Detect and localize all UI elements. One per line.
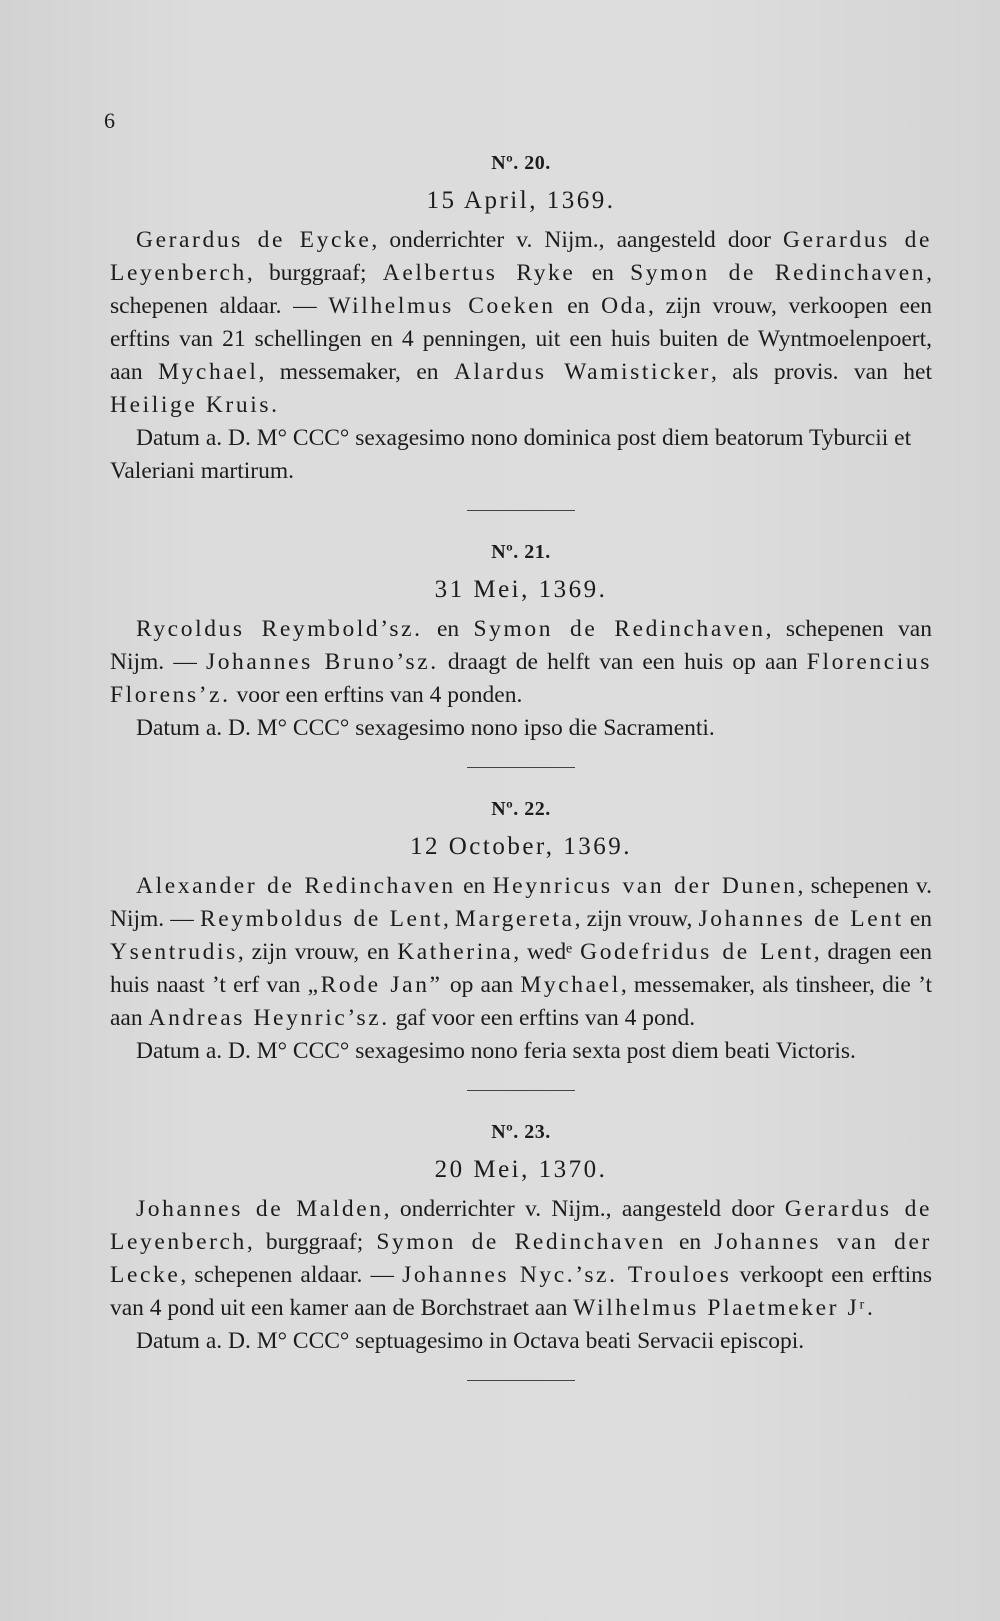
body-text: , messemaker, als tinsheer, die ’t aan — [110, 972, 933, 1031]
body-text: . — [271, 392, 277, 418]
person-name: Gerardus de Leyenberch — [110, 1196, 932, 1255]
entry-body — [110, 870, 932, 1035]
page-number: 6 — [104, 108, 115, 133]
body-text: en — [665, 1229, 715, 1255]
person-name: Alexander de Redinchaven — [136, 873, 456, 899]
page-content — [110, 150, 932, 1409]
body-text: , schepenen aldaar. — — [110, 260, 932, 319]
person-name: Symon de Redinchaven — [630, 260, 927, 286]
body-text: , messemaker, en — [258, 359, 454, 385]
body-text: , burggraaf; — [246, 1229, 377, 1255]
body-text: , — [443, 906, 456, 932]
person-name: Andreas Heynric’sz. — [148, 1005, 390, 1031]
body-text: en — [422, 616, 474, 642]
body-text: , zijn vrouw, verkoopen een erftins van 21 schellingen en 4 penningen, uit een huis buiten de Wyntmoelenpoert, aan — [110, 293, 933, 385]
entry-20 — [110, 150, 932, 511]
entry-body — [110, 1193, 932, 1325]
entry-23 — [110, 1119, 932, 1381]
entry-date: 12 October, 1369. — [409, 833, 633, 860]
entry-datum: Datum a. D. M° CCC° sexagesimo nono feria sexta post diem beati Victoris. — [136, 1038, 856, 1064]
separator-rule — [467, 510, 575, 511]
person-name: Symon de Redinchaven — [376, 1229, 666, 1255]
body-text: , schepenen v. Nijm. — — [110, 873, 933, 932]
body-text: voor een erftins van 4 ponden. — [230, 682, 523, 708]
person-name: Johannes Bruno’sz. — [205, 649, 439, 675]
person-name: Johannes van der Lecke — [110, 1229, 932, 1288]
body-text: en — [903, 906, 933, 932]
entry-body — [110, 613, 932, 712]
body-text: , onderrichter v. Nijm., aangesteld door — [383, 1196, 785, 1222]
body-text: en — [455, 873, 493, 899]
entry-number: Nº. 22. — [491, 798, 551, 820]
person-name: Wilhelmus Plaetmeker Jʳ. — [573, 1295, 876, 1321]
body-text: op aan — [442, 972, 521, 998]
entry-date: 20 Mei, 1370. — [434, 1156, 608, 1183]
separator-rule — [467, 1090, 575, 1091]
body-text: , dragen een huis naast ’t erf van — [110, 939, 932, 998]
person-name: Gerardus de Leyenberch — [110, 227, 932, 286]
entry-date: 15 April, 1369. — [426, 187, 616, 214]
person-name: Oda — [601, 293, 649, 319]
institution-name: Heilige Kruis — [110, 392, 272, 418]
body-text: , onderrichter v. Nijm., aangesteld door — [371, 227, 783, 253]
person-name: Johannes Nyc.’sz. Trouloes — [402, 1262, 732, 1288]
person-name: Katherina — [397, 939, 514, 965]
person-name: Alardus Wamisticker — [453, 359, 711, 385]
person-name: Godefridus de Lent — [580, 939, 814, 965]
body-text: , schepenen aldaar. — — [180, 1262, 403, 1288]
person-name: Heynricus van der Dunen — [492, 873, 798, 899]
person-name: Mychael — [158, 359, 259, 385]
body-text: draagt de helft van een huis op aan — [438, 649, 807, 675]
entry-date: 31 Mei, 1369. — [434, 576, 608, 603]
separator-rule — [467, 1380, 575, 1381]
person-name: Symon de Redinchaven — [473, 616, 766, 642]
person-name: Reymboldus de Lent — [199, 906, 444, 932]
body-text: , schepenen van Nijm. — — [110, 616, 932, 675]
entry-body — [110, 224, 932, 422]
entry-datum: Datum a. D. M° CCC° sexagesimo nono dominica post diem beatorum Tyburcii et Valeriani martirum. — [110, 425, 912, 484]
body-text: verkoopt een erftins van 4 pond uit een kamer aan de Borchstraet aan — [110, 1262, 932, 1321]
person-name: Wilhelmus Coeken — [328, 293, 556, 319]
body-text: en — [575, 260, 631, 286]
person-name: Gerardus de Eycke — [136, 227, 372, 253]
person-name: Margereta — [455, 906, 575, 932]
person-name: Florencius Florens’z. — [110, 649, 932, 708]
entry-datum: Datum a. D. M° CCC° sexagesimo nono ipso die Sacramenti. — [136, 715, 715, 741]
separator-rule — [467, 767, 575, 768]
person-name: Mychael — [520, 972, 621, 998]
person-name: Johannes de Lent — [698, 906, 904, 932]
body-text: en — [555, 293, 602, 319]
person-name: Aelbertus Ryke — [382, 260, 576, 286]
person-name: Rycoldus Reymbold’sz. — [136, 616, 423, 642]
property-name: „Rode Jan” — [307, 972, 443, 998]
entry-21 — [110, 539, 932, 768]
body-text: , wedᵉ — [513, 939, 581, 965]
body-text: gaf voor een erftins van 4 pond. — [389, 1005, 696, 1031]
body-text: , als provis. van het — [710, 359, 932, 385]
person-name: Ysentrudis — [110, 939, 238, 965]
body-text: , zijn vrouw, en — [237, 939, 398, 965]
body-text: , zijn vrouw, — [574, 906, 699, 932]
body-text: , burggraaf; — [246, 260, 383, 286]
entry-22 — [110, 796, 932, 1091]
entry-number: Nº. 20. — [491, 152, 551, 174]
entry-number: Nº. 21. — [491, 541, 551, 563]
entry-datum: Datum a. D. M° CCC° septuagesimo in Octava beati Servacii episcopi. — [136, 1328, 805, 1354]
entry-number: Nº. 23. — [491, 1121, 551, 1143]
person-name: Johannes de Malden — [136, 1196, 384, 1222]
